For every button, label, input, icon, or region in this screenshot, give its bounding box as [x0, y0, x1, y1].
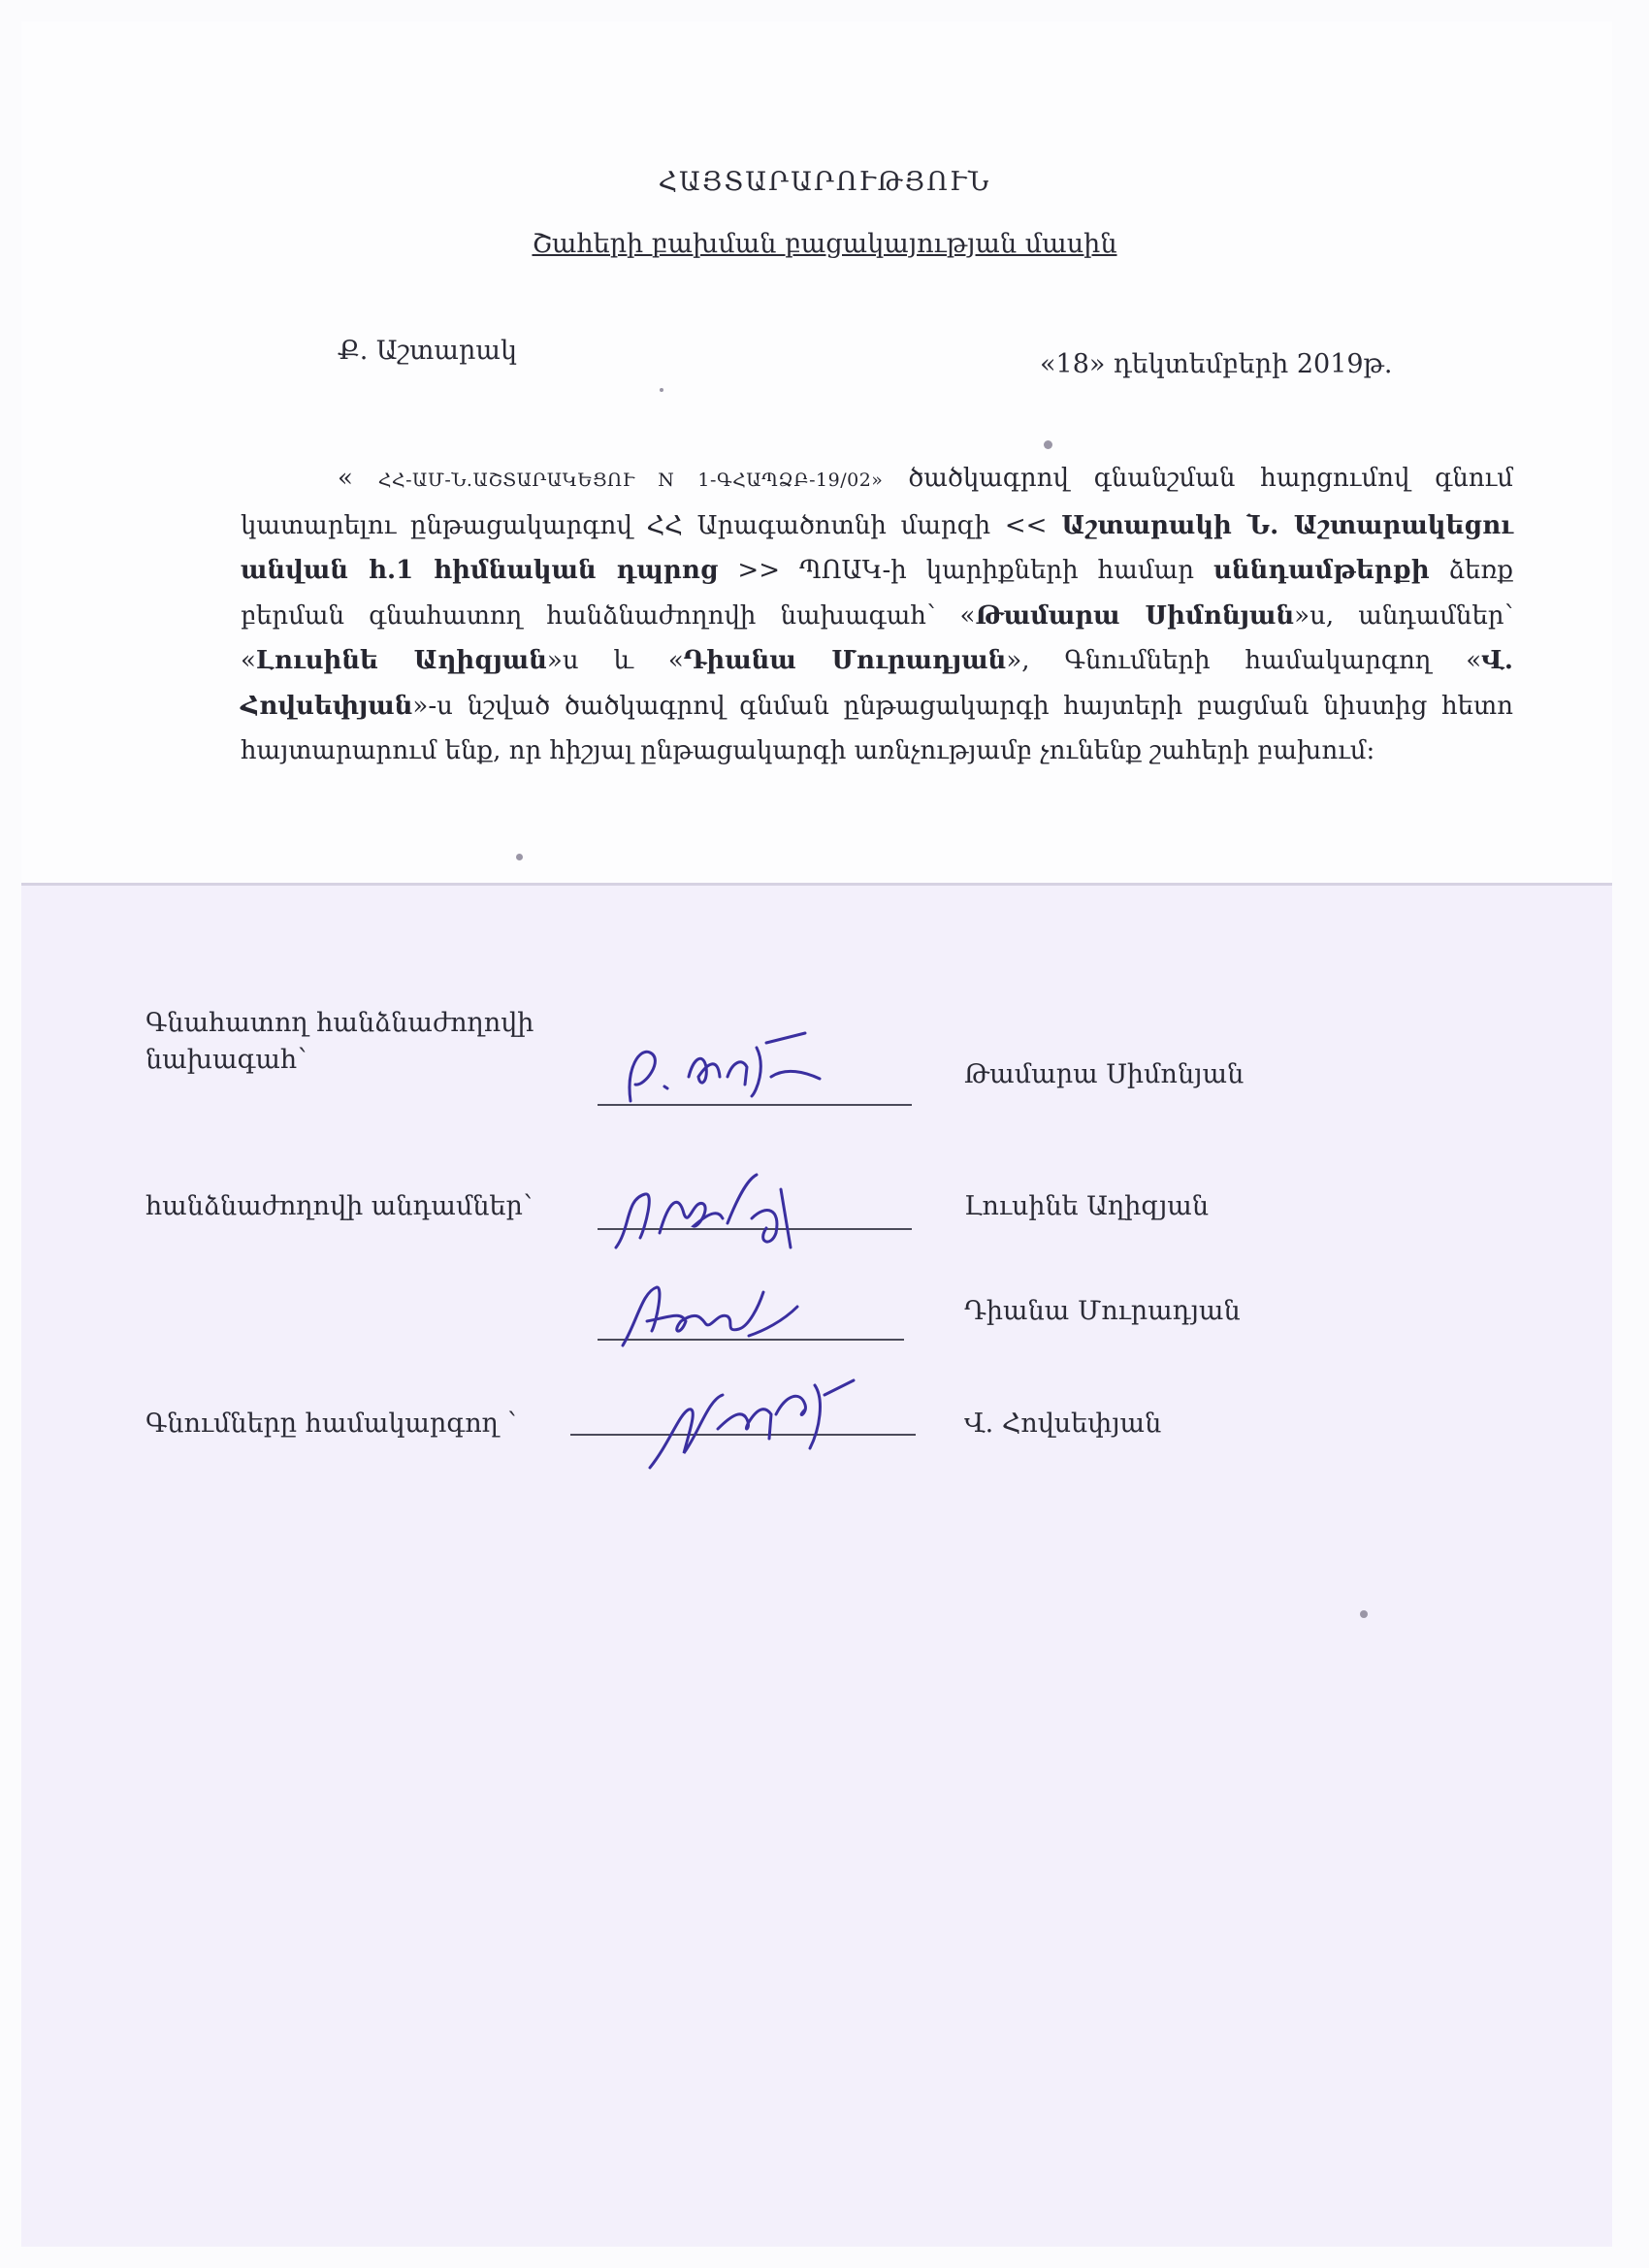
chair-label-line2: նախագահ՝: [146, 1045, 307, 1075]
procurement-code: ՀՀ-ԱՄ-Ն.ԱՇՏԱՐԱԿԵՑՈՒ N 1-ԳՀԱՊՁԲ-19/02»: [377, 470, 884, 491]
coordinator-name: Վ. Հովսեփյան: [964, 1409, 1162, 1439]
goods-name: սննդամթերքի: [1213, 556, 1430, 585]
body-text-segment: »ս, անդամներ՝ «: [241, 600, 1513, 675]
body-text-segment: », Գնումների համակարգող «: [1006, 646, 1482, 675]
chair-name-inline: Թամարա Սիմոնյան: [975, 600, 1295, 631]
chair-label-line1: Գնահատող հանձնաժողովի: [146, 1008, 534, 1038]
coordinator-label: Գնումները համակարգող ՝: [146, 1409, 517, 1439]
body-text-segment: »-ս նշված ծածկագրով գնման ընթացակարգի հայտերի բացման նիստից հետո հայտարարում ենք, որ հիշյալ ընթացակարգի առնչությամբ չունենք շահերի բախում:: [241, 691, 1513, 765]
paper-speck: [1360, 1610, 1368, 1618]
member2-name-inline: Դիանա Մուրադյան: [683, 646, 1007, 675]
coordinator-signature: [630, 1356, 883, 1482]
chair-signature: [611, 1009, 863, 1116]
member1-signature: [601, 1160, 824, 1267]
member2-name: Դիանա Մուրադյան: [964, 1296, 1241, 1326]
coordinator-name-inline: Վ. Հովսեփյան: [241, 646, 1513, 721]
quote-open: «: [338, 464, 378, 493]
member1-name: Լուսինե Աղիզյան: [964, 1191, 1210, 1221]
paper-speck: [516, 854, 523, 860]
paper-fold-line: [21, 883, 1612, 886]
body-text-segment: ձեռք բերման գնահատող հանձնաժողովի նախագահ՝ «: [241, 556, 1513, 631]
chair-label: [146, 1005, 534, 1079]
member1-name-inline: Լուսինե Աղիզյան: [255, 646, 547, 675]
body-text-segment: »ս և «: [546, 646, 684, 675]
document-city: Ք. Աշտարակ: [338, 336, 517, 366]
body-text-segment: >> ՊՈԱԿ-ի կարիքների համար: [718, 556, 1214, 585]
chair-name: Թամարա Սիմոնյան: [964, 1059, 1245, 1089]
body-text-segment: ծածկագրով գնանշման հարցումով գնում կատարելու ընթացակարգով ՀՀ Արագածոտնի մարզի <<: [241, 464, 1513, 540]
document-date: «18» դեկտեմբերի 2019թ.: [1040, 349, 1393, 379]
school-name: Աշտարակի Ն. Աշտարակեցու անվան հ.1 հիմնական դպրոց: [241, 510, 1513, 585]
paper-speck: [660, 388, 663, 392]
document-subtitle: Շահերի բախման բացակայության մասին: [532, 229, 1117, 259]
document-title: ՀԱՅՏԱՐԱՐՈՒԹՅՈՒՆ: [658, 167, 991, 197]
declaration-body: [241, 456, 1513, 774]
member2-signature: [603, 1263, 817, 1360]
members-label: հանձնաժողովի անդամներ՝: [146, 1191, 533, 1221]
paper-speck: [1044, 440, 1052, 449]
